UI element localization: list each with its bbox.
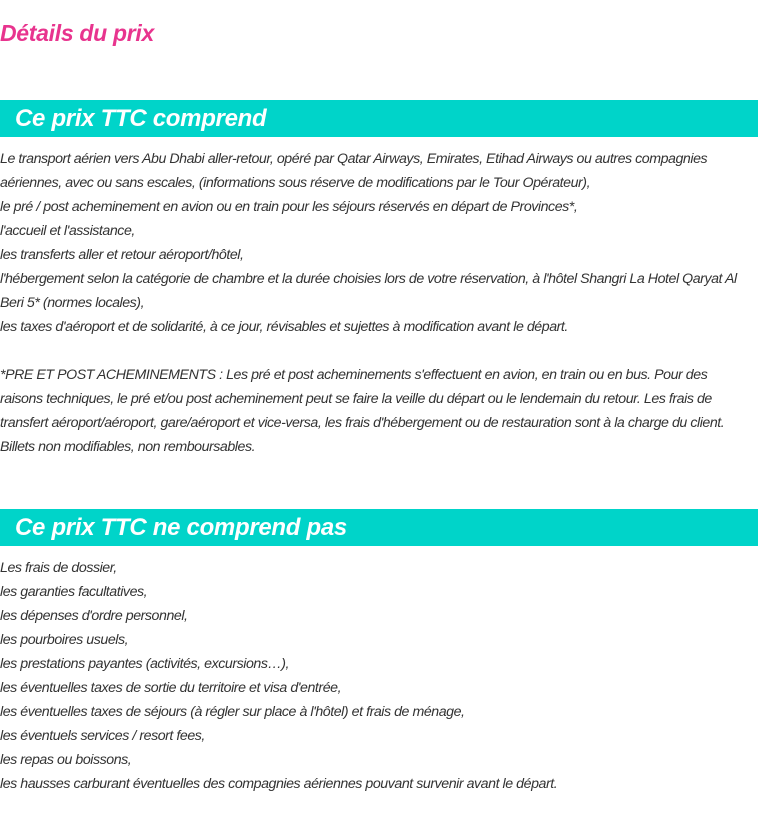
excluded-item: les garanties facultatives,: [0, 584, 148, 600]
included-item: l'hébergement selon la catégorie de chambre et la durée choisies lors de votre réservation, à l'hôtel Shangri La Hotel Qaryat Al Beri 5* (normes locales),: [0, 271, 737, 311]
excluded-item: les hausses carburant éventuelles des compagnies aériennes pouvant survenir avant le départ.: [0, 776, 558, 792]
included-item: les transferts aller et retour aéroport/hôtel,: [0, 247, 244, 263]
excluded-item: les prestations payantes (activités, excursions…),: [0, 656, 289, 672]
excluded-item: les pourboires usuels,: [0, 632, 129, 648]
included-item: les taxes d'aéroport et de solidarité, à ce jour, révisables et sujettes à modification avant le départ.: [0, 319, 568, 335]
included-list: [0, 147, 752, 339]
excluded-heading: Ce prix TTC ne comprend pas: [0, 509, 758, 546]
included-item: l'accueil et l'assistance,: [0, 223, 135, 239]
transfer-note-text: *PRE ET POST ACHEMINEMENTS : Les pré et post acheminements s'effectuent en avion, en train ou en bus. Pour des raisons techniques, le pré et/ou post acheminement peut se faire la veille du départ ou le lendemain du retour. Les frais de transfert aéroport/aéroport, gare/aéroport et vice-versa, les frais d'hébergement ou de restauration sont à la charge du client. Billets non modifiables, non remboursables.: [0, 367, 725, 455]
excluded-item: les éventuelles taxes de sortie du territoire et visa d'entrée,: [0, 680, 342, 696]
excluded-item: les éventuelles taxes de séjours (à régler sur place à l'hôtel) et frais de ménage,: [0, 704, 465, 720]
transfer-note: [0, 363, 752, 459]
excluded-item: les éventuels services / resort fees,: [0, 728, 205, 744]
page-title: Détails du prix: [0, 20, 154, 46]
included-item: Le transport aérien vers Abu Dhabi aller-retour, opéré par Qatar Airways, Emirates, Etihad Airways ou autres compagnies aériennes, avec ou sans escales, (informations sous réserve de modifications par le Tour Opérateur),: [0, 151, 708, 191]
excluded-item: les repas ou boissons,: [0, 752, 132, 768]
excluded-item: les dépenses d'ordre personnel,: [0, 608, 188, 624]
excluded-list: [0, 556, 752, 796]
included-heading: Ce prix TTC comprend: [0, 100, 758, 137]
included-item: le pré / post acheminement en avion ou en train pour les séjours réservés en départ de Provinces*,: [0, 199, 578, 215]
excluded-item: Les frais de dossier,: [0, 560, 117, 576]
